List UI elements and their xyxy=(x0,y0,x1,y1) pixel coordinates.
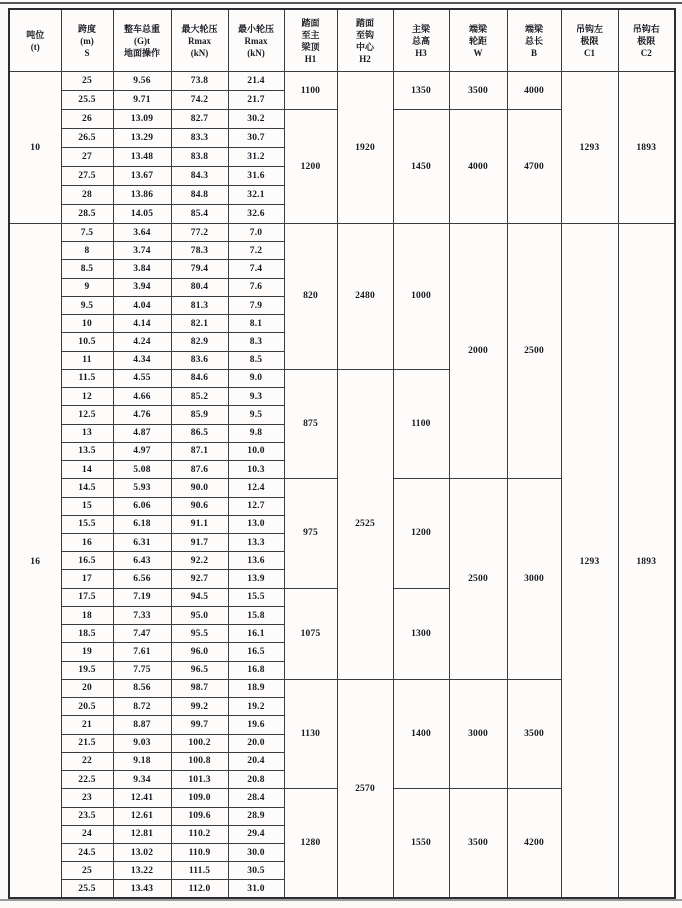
max-wheel-load-cell: 74.2 xyxy=(171,91,228,110)
col-header-weight: 整车总重 (G)t 地面操作 xyxy=(113,9,171,72)
total-weight-cell: 13.22 xyxy=(113,862,171,880)
max-wheel-load-cell: 91.1 xyxy=(171,515,228,533)
total-weight-cell: 7.47 xyxy=(113,625,171,643)
max-wheel-load-cell: 82.1 xyxy=(171,315,228,333)
total-weight-cell: 12.81 xyxy=(113,825,171,843)
min-wheel-load-cell: 31.2 xyxy=(228,148,284,167)
span-cell: 17.5 xyxy=(61,588,113,606)
span-cell: 22 xyxy=(61,752,113,770)
total-weight-cell: 13.09 xyxy=(113,110,171,129)
b-cell: 4200 xyxy=(507,789,561,898)
span-cell: 11.5 xyxy=(61,369,113,387)
h3-cell: 1200 xyxy=(393,479,449,588)
spec-table xyxy=(8,8,676,899)
total-weight-cell: 13.67 xyxy=(113,167,171,186)
max-wheel-load-cell: 83.8 xyxy=(171,148,228,167)
min-wheel-load-cell: 8.3 xyxy=(228,333,284,351)
max-wheel-load-cell: 83.3 xyxy=(171,129,228,148)
min-wheel-load-cell: 30.5 xyxy=(228,862,284,880)
total-weight-cell: 5.93 xyxy=(113,479,171,497)
total-weight-cell: 12.41 xyxy=(113,789,171,807)
min-wheel-load-cell: 7.9 xyxy=(228,296,284,314)
max-wheel-load-cell: 94.5 xyxy=(171,588,228,606)
min-wheel-load-cell: 15.8 xyxy=(228,606,284,624)
min-wheel-load-cell: 16.8 xyxy=(228,661,284,679)
col-header-c1: 吊钩左 极限 C1 xyxy=(561,9,618,72)
max-wheel-load-cell: 81.3 xyxy=(171,296,228,314)
max-wheel-load-cell: 112.0 xyxy=(171,880,228,898)
min-wheel-load-cell: 30.2 xyxy=(228,110,284,129)
span-cell: 12.5 xyxy=(61,406,113,424)
span-cell: 7.5 xyxy=(61,224,113,242)
min-wheel-load-cell: 8.1 xyxy=(228,315,284,333)
min-wheel-load-cell: 12.7 xyxy=(228,497,284,515)
total-weight-cell: 4.87 xyxy=(113,424,171,442)
min-wheel-load-cell: 13.9 xyxy=(228,570,284,588)
max-wheel-load-cell: 82.7 xyxy=(171,110,228,129)
tonnage-cell: 16 xyxy=(9,224,61,899)
total-weight-cell: 5.08 xyxy=(113,461,171,479)
span-cell: 19.5 xyxy=(61,661,113,679)
h2-cell: 1920 xyxy=(337,72,393,224)
min-wheel-load-cell: 12.4 xyxy=(228,479,284,497)
h1-cell: 975 xyxy=(284,479,337,588)
span-cell: 28 xyxy=(61,186,113,205)
span-cell: 9.5 xyxy=(61,296,113,314)
max-wheel-load-cell: 95.0 xyxy=(171,606,228,624)
h2-cell: 2570 xyxy=(337,679,393,898)
section-16t xyxy=(9,224,675,899)
span-cell: 21 xyxy=(61,716,113,734)
section-10t xyxy=(9,72,675,224)
max-wheel-load-cell: 101.3 xyxy=(171,771,228,789)
b-cell: 2500 xyxy=(507,224,561,479)
min-wheel-load-cell: 8.5 xyxy=(228,351,284,369)
min-wheel-load-cell: 18.9 xyxy=(228,679,284,697)
min-wheel-load-cell: 30.0 xyxy=(228,843,284,861)
min-wheel-load-cell: 7.4 xyxy=(228,260,284,278)
min-wheel-load-cell: 16.5 xyxy=(228,643,284,661)
b-cell: 3000 xyxy=(507,479,561,680)
max-wheel-load-cell: 77.2 xyxy=(171,224,228,242)
min-wheel-load-cell: 21.4 xyxy=(228,72,284,91)
min-wheel-load-cell: 9.8 xyxy=(228,424,284,442)
total-weight-cell: 7.33 xyxy=(113,606,171,624)
h3-cell: 1400 xyxy=(393,679,449,788)
span-cell: 14 xyxy=(61,461,113,479)
min-wheel-load-cell: 20.8 xyxy=(228,771,284,789)
span-cell: 25 xyxy=(61,72,113,91)
min-wheel-load-cell: 13.6 xyxy=(228,552,284,570)
total-weight-cell: 13.43 xyxy=(113,880,171,898)
min-wheel-load-cell: 9.3 xyxy=(228,388,284,406)
max-wheel-load-cell: 73.8 xyxy=(171,72,228,91)
total-weight-cell: 13.48 xyxy=(113,148,171,167)
max-wheel-load-cell: 92.7 xyxy=(171,570,228,588)
span-cell: 10.5 xyxy=(61,333,113,351)
total-weight-cell: 13.02 xyxy=(113,843,171,861)
total-weight-cell: 4.14 xyxy=(113,315,171,333)
span-cell: 24 xyxy=(61,825,113,843)
total-weight-cell: 6.18 xyxy=(113,515,171,533)
span-cell: 15 xyxy=(61,497,113,515)
spec-row-10t-25 xyxy=(9,72,675,91)
max-wheel-load-cell: 110.2 xyxy=(171,825,228,843)
min-wheel-load-cell: 13.3 xyxy=(228,533,284,551)
header-row xyxy=(9,9,675,72)
col-header-tonnage: 吨位 (t) xyxy=(9,9,61,72)
min-wheel-load-cell: 10.0 xyxy=(228,442,284,460)
span-cell: 11 xyxy=(61,351,113,369)
h2-cell: 2480 xyxy=(337,224,393,370)
h1-cell: 1280 xyxy=(284,789,337,898)
total-weight-cell: 6.06 xyxy=(113,497,171,515)
total-weight-cell: 9.71 xyxy=(113,91,171,110)
c1-hook-left-limit-cell: 1293 xyxy=(561,72,618,224)
h3-cell: 1450 xyxy=(393,110,449,224)
max-wheel-load-cell: 78.3 xyxy=(171,242,228,260)
span-cell: 23.5 xyxy=(61,807,113,825)
h3-cell: 1350 xyxy=(393,72,449,110)
total-weight-cell: 4.24 xyxy=(113,333,171,351)
max-wheel-load-cell: 86.5 xyxy=(171,424,228,442)
max-wheel-load-cell: 111.5 xyxy=(171,862,228,880)
h3-cell: 1550 xyxy=(393,789,449,898)
h1-cell: 1075 xyxy=(284,588,337,679)
col-header-rmin: 最小轮压 Rmax (kN) xyxy=(228,9,284,72)
total-weight-cell: 9.18 xyxy=(113,752,171,770)
min-wheel-load-cell: 7.6 xyxy=(228,278,284,296)
min-wheel-load-cell: 32.6 xyxy=(228,205,284,224)
total-weight-cell: 3.74 xyxy=(113,242,171,260)
max-wheel-load-cell: 100.8 xyxy=(171,752,228,770)
total-weight-cell: 14.05 xyxy=(113,205,171,224)
col-header-span: 跨度 (m) S xyxy=(61,9,113,72)
span-cell: 16 xyxy=(61,533,113,551)
max-wheel-load-cell: 85.9 xyxy=(171,406,228,424)
span-cell: 13.5 xyxy=(61,442,113,460)
w-cell: 4000 xyxy=(449,110,507,224)
h2-cell: 2525 xyxy=(337,369,393,679)
span-cell: 19 xyxy=(61,643,113,661)
max-wheel-load-cell: 83.6 xyxy=(171,351,228,369)
max-wheel-load-cell: 100.2 xyxy=(171,734,228,752)
h3-cell: 1300 xyxy=(393,588,449,679)
max-wheel-load-cell: 80.4 xyxy=(171,278,228,296)
col-header-h3: 主梁 总高 H3 xyxy=(393,9,449,72)
h1-cell: 1100 xyxy=(284,72,337,110)
h1-cell: 875 xyxy=(284,369,337,478)
max-wheel-load-cell: 79.4 xyxy=(171,260,228,278)
total-weight-cell: 6.56 xyxy=(113,570,171,588)
h3-cell: 1000 xyxy=(393,224,449,370)
span-cell: 26 xyxy=(61,110,113,129)
max-wheel-load-cell: 95.5 xyxy=(171,625,228,643)
max-wheel-load-cell: 84.6 xyxy=(171,369,228,387)
max-wheel-load-cell: 99.7 xyxy=(171,716,228,734)
w-cell: 3500 xyxy=(449,72,507,110)
span-cell: 18.5 xyxy=(61,625,113,643)
min-wheel-load-cell: 28.4 xyxy=(228,789,284,807)
total-weight-cell: 7.75 xyxy=(113,661,171,679)
span-cell: 8 xyxy=(61,242,113,260)
total-weight-cell: 6.43 xyxy=(113,552,171,570)
span-cell: 25.5 xyxy=(61,91,113,110)
span-cell: 17 xyxy=(61,570,113,588)
min-wheel-load-cell: 20.0 xyxy=(228,734,284,752)
max-wheel-load-cell: 92.2 xyxy=(171,552,228,570)
span-cell: 10 xyxy=(61,315,113,333)
max-wheel-load-cell: 84.8 xyxy=(171,186,228,205)
span-cell: 22.5 xyxy=(61,771,113,789)
min-wheel-load-cell: 7.2 xyxy=(228,242,284,260)
total-weight-cell: 12.61 xyxy=(113,807,171,825)
min-wheel-load-cell: 19.2 xyxy=(228,698,284,716)
span-cell: 15.5 xyxy=(61,515,113,533)
span-cell: 16.5 xyxy=(61,552,113,570)
min-wheel-load-cell: 31.6 xyxy=(228,167,284,186)
span-cell: 24.5 xyxy=(61,843,113,861)
total-weight-cell: 4.55 xyxy=(113,369,171,387)
span-cell: 26.5 xyxy=(61,129,113,148)
max-wheel-load-cell: 109.0 xyxy=(171,789,228,807)
tonnage-cell: 10 xyxy=(9,72,61,224)
total-weight-cell: 4.04 xyxy=(113,296,171,314)
h1-cell: 820 xyxy=(284,224,337,370)
min-wheel-load-cell: 9.0 xyxy=(228,369,284,387)
min-wheel-load-cell: 16.1 xyxy=(228,625,284,643)
h1-cell: 1130 xyxy=(284,679,337,788)
col-header-rmax: 最大轮压 Rmax (kN) xyxy=(171,9,228,72)
total-weight-cell: 8.72 xyxy=(113,698,171,716)
col-header-c2: 吊钩右 极限 C2 xyxy=(618,9,675,72)
min-wheel-load-cell: 15.5 xyxy=(228,588,284,606)
span-cell: 18 xyxy=(61,606,113,624)
min-wheel-load-cell: 20.4 xyxy=(228,752,284,770)
min-wheel-load-cell: 32.1 xyxy=(228,186,284,205)
total-weight-cell: 6.31 xyxy=(113,533,171,551)
min-wheel-load-cell: 21.7 xyxy=(228,91,284,110)
h1-cell: 1200 xyxy=(284,110,337,224)
col-header-b: 端梁 总长 B xyxy=(507,9,561,72)
total-weight-cell: 9.03 xyxy=(113,734,171,752)
min-wheel-load-cell: 13.0 xyxy=(228,515,284,533)
max-wheel-load-cell: 84.3 xyxy=(171,167,228,186)
w-cell: 2000 xyxy=(449,224,507,479)
max-wheel-load-cell: 90.6 xyxy=(171,497,228,515)
min-wheel-load-cell: 7.0 xyxy=(228,224,284,242)
b-cell: 4000 xyxy=(507,72,561,110)
top-rule-line xyxy=(0,2,682,4)
min-wheel-load-cell: 28.9 xyxy=(228,807,284,825)
total-weight-cell: 7.61 xyxy=(113,643,171,661)
span-cell: 28.5 xyxy=(61,205,113,224)
table-header xyxy=(9,9,675,72)
max-wheel-load-cell: 85.2 xyxy=(171,388,228,406)
max-wheel-load-cell: 96.0 xyxy=(171,643,228,661)
span-cell: 8.5 xyxy=(61,260,113,278)
w-cell: 3000 xyxy=(449,679,507,788)
span-cell: 12 xyxy=(61,388,113,406)
min-wheel-load-cell: 31.0 xyxy=(228,880,284,898)
col-header-h2: 踏面 至钩 中心 H2 xyxy=(337,9,393,72)
col-header-h1: 踏面 至主 梁顶 H1 xyxy=(284,9,337,72)
total-weight-cell: 3.84 xyxy=(113,260,171,278)
span-cell: 27.5 xyxy=(61,167,113,186)
c2-hook-right-limit-cell: 1893 xyxy=(618,224,675,899)
total-weight-cell: 3.64 xyxy=(113,224,171,242)
total-weight-cell: 13.29 xyxy=(113,129,171,148)
span-cell: 21.5 xyxy=(61,734,113,752)
total-weight-cell: 3.94 xyxy=(113,278,171,296)
spec-row-16t-7.5 xyxy=(9,224,675,242)
c2-hook-right-limit-cell: 1893 xyxy=(618,72,675,224)
total-weight-cell: 4.34 xyxy=(113,351,171,369)
w-cell: 3500 xyxy=(449,789,507,898)
span-cell: 27 xyxy=(61,148,113,167)
span-cell: 20.5 xyxy=(61,698,113,716)
total-weight-cell: 13.86 xyxy=(113,186,171,205)
total-weight-cell: 9.34 xyxy=(113,771,171,789)
total-weight-cell: 8.56 xyxy=(113,679,171,697)
span-cell: 14.5 xyxy=(61,479,113,497)
span-cell: 20 xyxy=(61,679,113,697)
max-wheel-load-cell: 87.1 xyxy=(171,442,228,460)
b-cell: 4700 xyxy=(507,110,561,224)
max-wheel-load-cell: 109.6 xyxy=(171,807,228,825)
max-wheel-load-cell: 85.4 xyxy=(171,205,228,224)
max-wheel-load-cell: 96.5 xyxy=(171,661,228,679)
w-cell: 2500 xyxy=(449,479,507,680)
span-cell: 13 xyxy=(61,424,113,442)
max-wheel-load-cell: 82.9 xyxy=(171,333,228,351)
min-wheel-load-cell: 19.6 xyxy=(228,716,284,734)
max-wheel-load-cell: 90.0 xyxy=(171,479,228,497)
total-weight-cell: 4.66 xyxy=(113,388,171,406)
total-weight-cell: 9.56 xyxy=(113,72,171,91)
total-weight-cell: 8.87 xyxy=(113,716,171,734)
span-cell: 25 xyxy=(61,862,113,880)
min-wheel-load-cell: 10.3 xyxy=(228,461,284,479)
min-wheel-load-cell: 29.4 xyxy=(228,825,284,843)
bottom-rule-line xyxy=(0,899,682,901)
min-wheel-load-cell: 9.5 xyxy=(228,406,284,424)
max-wheel-load-cell: 87.6 xyxy=(171,461,228,479)
max-wheel-load-cell: 99.2 xyxy=(171,698,228,716)
total-weight-cell: 4.97 xyxy=(113,442,171,460)
max-wheel-load-cell: 110.9 xyxy=(171,843,228,861)
total-weight-cell: 4.76 xyxy=(113,406,171,424)
max-wheel-load-cell: 91.7 xyxy=(171,533,228,551)
h3-cell: 1100 xyxy=(393,369,449,478)
c1-hook-left-limit-cell: 1293 xyxy=(561,224,618,899)
col-header-w: 端梁 轮距 W xyxy=(449,9,507,72)
span-cell: 9 xyxy=(61,278,113,296)
span-cell: 23 xyxy=(61,789,113,807)
min-wheel-load-cell: 30.7 xyxy=(228,129,284,148)
span-cell: 25.5 xyxy=(61,880,113,898)
b-cell: 3500 xyxy=(507,679,561,788)
total-weight-cell: 7.19 xyxy=(113,588,171,606)
max-wheel-load-cell: 98.7 xyxy=(171,679,228,697)
